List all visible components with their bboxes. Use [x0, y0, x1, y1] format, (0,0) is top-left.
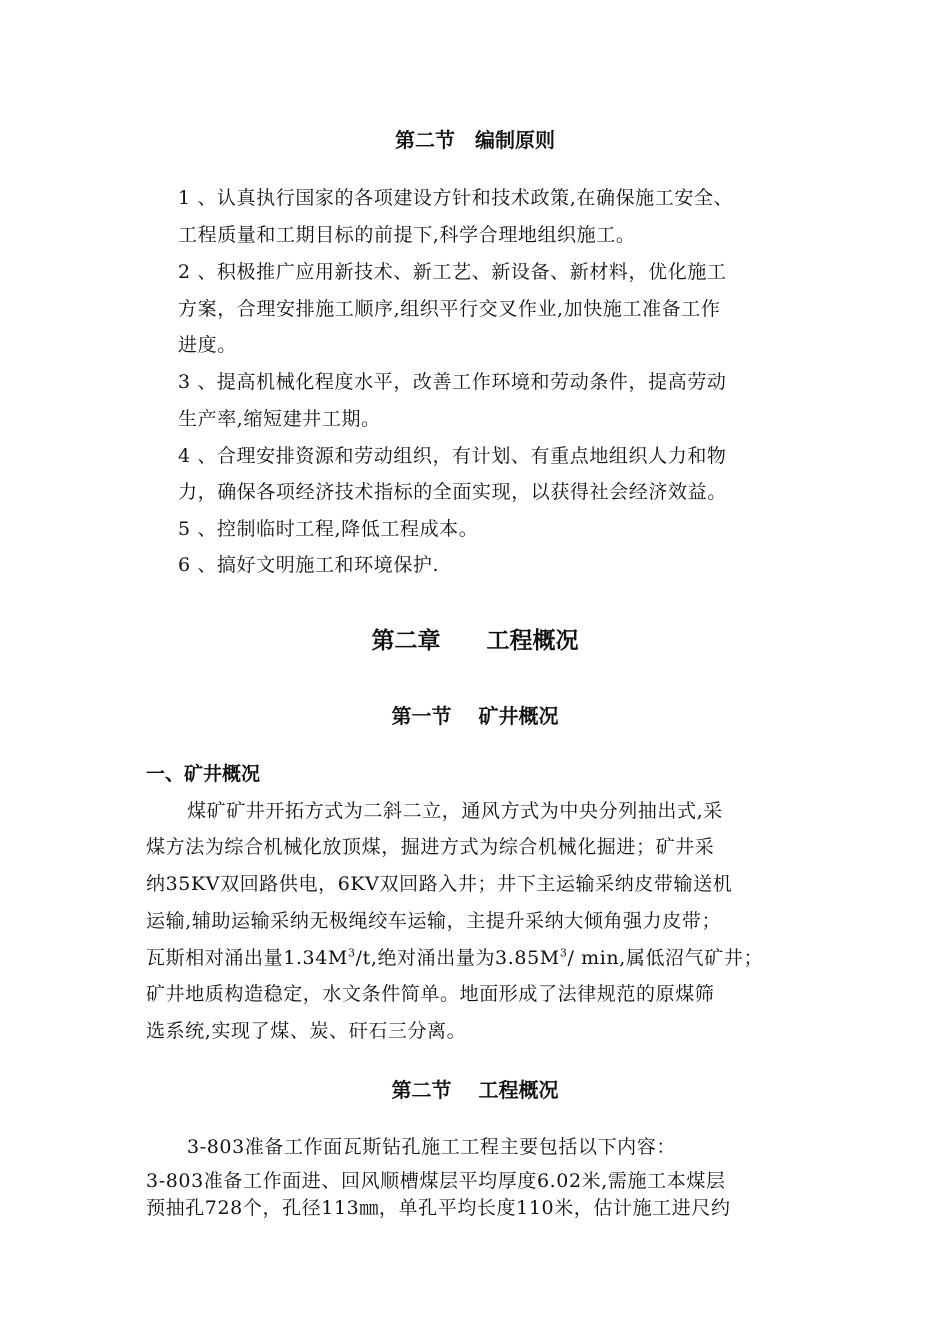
principle-3-line-1: 3 、提高机械化程度水平，改善工作环境和劳动条件，提高劳动 [178, 371, 727, 393]
principle-5-line-1: 5 、控制临时工程,降低工程成本。 [178, 518, 479, 540]
principle-2-line-3: 进度。 [178, 334, 237, 356]
principle-2-line-1: 2 、积极推广应用新技术、新工艺、新设备、新材料，优化施工 [178, 261, 727, 283]
mine-para-line-4: 运输,辅助运输采纳无极绳绞车运输，主提升采纳大倾角强力皮带； [146, 910, 722, 932]
chapter-title: 第二章 工程概况 [371, 628, 579, 654]
mine-para-line-5: 瓦斯相对涌出量$1.34M^3/t$,绝对涌出量为$3.85M^3/$ min,属低沼气矿井； [146, 946, 764, 969]
mine-para-line-1: 煤矿矿井开拓方式为二斜二立，通风方式为中央分列抽出式,采 [187, 800, 723, 822]
project-line-2: 预抽孔728个，孔径113㎜，单孔平均长度110米，估计施工进尺约 [146, 1197, 731, 1219]
principle-6-line-1: 6 、搞好文明施工和环境保护. [178, 554, 440, 576]
section-title-mine: 第一节 矿井概况 [391, 704, 559, 728]
project-line-1: 3-803准备工作面进、回风顺槽煤层平均厚度6.02米,需施工本煤层 [146, 1170, 726, 1192]
principle-4-line-1: 4 、合理安排资源和劳动组织，有计划、有重点地组织人力和物 [178, 445, 727, 467]
project-intro: 3-803准备工作面瓦斯钻孔施工工程主要包括以下内容： [187, 1136, 676, 1158]
section-title-principles: 第二节 编制原则 [395, 128, 555, 152]
principle-3-line-2: 生产率,缩短建井工期。 [178, 408, 381, 430]
mine-para-line-3: 纳35KV双回路供电，6KV双回路入井；井下主运输采纳皮带输送机 [146, 873, 733, 895]
mine-para-line-6: 矿井地质构造稳定，水文条件简单。地面形成了法律规范的原煤筛 [146, 983, 715, 1005]
principle-1-line-1: 1 、认真执行国家的各项建设方针和技术政策,在确保施工安全、 [178, 187, 734, 209]
principle-4-line-2: 力，确保各项经济技术指标的全面实现，以获得社会经济效益。 [178, 481, 727, 503]
mine-para-line-7: 选系统,实现了煤、炭、矸石三分离。 [146, 1020, 467, 1042]
principle-2-line-2: 方案，合理安排施工顺序,组织平行交叉作业,加快施工准备工作 [178, 298, 721, 320]
sub-heading-mine: 一、矿井概况 [146, 763, 261, 785]
section-title-project: 第二节 工程概况 [391, 1078, 559, 1102]
mine-para-line-2: 煤方法为综合机械化放顶煤，掘进方式为综合机械化掘进；矿井采 [146, 836, 715, 858]
principle-1-line-2: 工程质量和工期目标的前提下,科学合理地组织施工。 [178, 224, 636, 246]
